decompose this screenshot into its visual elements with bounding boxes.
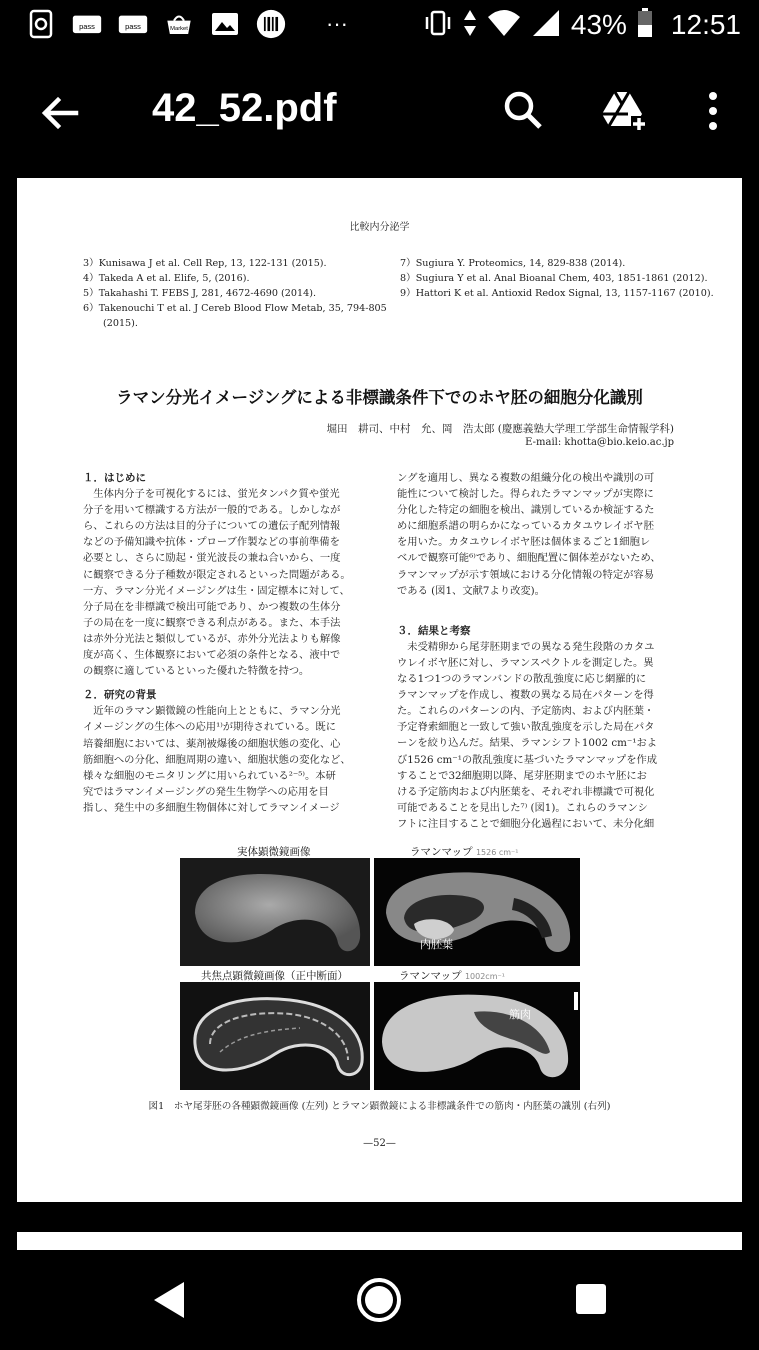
text-line: ける予定筋肉および内胚葉を、それぞれ非標識で可視化 [397,785,655,798]
navigation-bar [0,1250,759,1350]
text-line: 究ではラマンイメージングの発生生物学への応用を目 [83,785,329,798]
text-line: 未受精卵から尾芽胚期までの異なる発生段階のカタユ [397,640,655,653]
authors: 堀田 耕司、中村 允、岡 浩太郎 (慶應義塾大学理工学部生命情報学科) [326,423,674,435]
text-line: 一方、ラマン分光イメージングは生・固定標本に対して、 [83,584,350,597]
text-line: 能性について検討した。得られたラマンマップが実際に [397,488,654,501]
document-title: 42_52.pdf [152,86,337,130]
text-line: 筋細胞への分化、細胞周期の違い、細胞状態の変化など、 [83,753,351,766]
figure-label [410,844,518,859]
text-line: ラマンマップが示す領域における分化情報の特定が容易 [397,568,655,581]
square-recents-icon [574,1282,608,1316]
text-line: は赤外分光法と類似しているが、赤外分光法よりも解像 [83,632,341,645]
data-transfer-icon [463,8,477,42]
text-line: 近年のラマン顕微鏡の性能向上とともに、ラマン分光 [83,705,341,718]
home-circle-icon [355,1276,403,1324]
battery-percentage: 43% [570,9,627,40]
references-left [83,256,387,331]
status-bar [0,0,759,52]
muscle-tag: 筋肉 [509,1008,531,1021]
svg-text:Market: Market [170,25,188,32]
text-line: イメージングの生体への応用¹⁾が期待されている。既に [83,721,337,734]
text-line: に観察できる分子種数が限定されるといった問題がある。 [83,568,351,581]
search-button[interactable] [498,86,548,136]
references-right [400,256,714,301]
vibrate-icon [423,8,453,42]
image-icon [210,10,240,38]
add-to-drive-button[interactable] [598,86,648,136]
text-line: び1526 cm⁻¹の散乱強度に基づいたラマンマップを作成 [397,753,658,766]
clock: 12:51 [670,9,741,40]
text-line: 必要とし、さらに励起・蛍光波長の兼ね合いから、一度 [83,552,341,565]
wifi-icon [487,9,521,41]
reference: 4）Takeda A et al. Elife, 5, (2016). [83,273,250,284]
figure-caption: 図1 ホヤ尾芽胚の各種顕微鏡画像 (左列) とラマン顕微鏡による非標識条件での筋肉・内胚葉の識別 (右列) [148,1101,611,1112]
battery-icon [637,8,653,42]
author-email: E-mail: khotta@bio.keio.ac.jp [525,437,674,448]
text-line: などの予備知識や抗体・プローブ作製などの事前準備を [83,536,340,549]
text-line: ラマンマップを作成し、複数の異なる局在パターンを得 [397,689,654,702]
text-line: 分子を用いて標識する方法が一般的である。しかしなが [83,504,341,517]
text-line: 様々な細胞のモニタリングに用いられている²⁻⁵⁾。本研 [83,769,336,782]
text-line: 培養細胞においては、薬剤被爆後の細胞状態の変化、心 [83,737,341,750]
text-line: た。これらのパターンの内、予定筋肉、および内胚葉・ [397,705,655,718]
raman-map-1526 [374,858,580,966]
reference: 8）Sugiura Y et al. Anal Bioanal Chem, 403, 1851-1861 (2012). [400,273,708,284]
reference: 5）Takahashi T. FEBS J, 281, 4672-4690 (2014). [83,288,317,299]
text-line: 予定脊索細胞と一致して強い散乱強度を示した局在パタ [397,721,655,734]
text-line: である (図1、文献7より改変)。 [397,584,545,597]
text-line: 分子局在を非標識で検出可能であり、かつ複数の生体分 [83,600,341,613]
next-pdf-page[interactable] [17,1232,742,1250]
pass-icon [72,10,102,38]
nav-back-button[interactable] [150,1280,190,1320]
barcode-icon [256,10,286,38]
figure-label-unit: 1526 cm⁻¹ [475,848,519,857]
text-line: めに細胞系譜の明らかになっているカタユウレイボヤ胚 [397,520,654,533]
text-line: 指し、発生中の多細胞生物個体に対してラマンイメージ [83,801,340,814]
text-line: 生体内分子を可視化するには、蛍光タンパク質や蛍光 [83,488,340,501]
text-line: ら、これらの方法は目的分子についての遺伝子配列情報 [83,520,341,533]
text-line: ーンを絞り込んだ。結果、ラマンシフト1002 cm⁻¹およ [397,737,658,750]
more-vert-icon [700,86,726,136]
text-line: フトに注目することで細胞分化過程において、未分化細 [397,817,655,830]
text-line: ウレイボヤ胚に対し、ラマンスペクトルを測定した。異 [397,656,654,669]
app-bar [0,60,759,160]
svg-text:pass: pass [79,22,95,31]
triangle-back-icon [150,1280,190,1320]
running-header: 比較内分泌学 [349,222,410,233]
figure-label: 実体顕微鏡画像 [237,846,311,858]
text-line: の観察に適しているといった優れた特徴を持つ。 [83,665,310,678]
right-column [397,470,687,832]
reference: (2015). [103,318,138,329]
confocal-microscope-image [180,982,370,1090]
text-line: することで32細胞期以降、尾芽胚期までのホヤ胚にお [397,769,647,782]
figure-label: 共焦点顕微鏡画像（正中断面） [201,970,348,982]
arrow-back-icon [36,88,86,138]
figure-label-unit: 1002cm⁻¹ [464,972,505,981]
left-column [83,470,373,816]
pass-icon-2 [118,10,148,38]
figure-label-text: ラマンマップ [399,970,462,982]
svg-text:pass: pass [125,22,141,31]
figure-label-text: ラマンマップ [410,846,473,858]
endoderm-tag: 内胚葉 [420,938,453,951]
text-line: 子の局在を一度に観察できる利点がある。また、本手法 [83,616,341,629]
search-icon [498,86,548,136]
more-notifications-indicator: ··· [326,11,348,36]
article-title: ラマン分光イメージングによる非標識条件下でのホヤ胚の細胞分化識別 [116,388,643,407]
nav-recents-button[interactable] [574,1282,608,1316]
text-line: 可能であることを見出した⁷⁾ (図1)。これらのラマンシ [397,801,648,814]
market-icon [164,10,194,38]
section-heading: １．はじめに [83,472,146,484]
signal-icon [531,8,561,42]
text-line: 度が高く、生体観察において必須の条件となる、液中で [83,649,341,662]
section-heading: ２．研究の背景 [83,689,157,702]
section-heading: ３．結果と考察 [397,624,471,637]
text-line: ングを適用し、異なる複数の組織分化の検出や識別の可 [397,472,655,484]
text-line: なる1つ1つのラマンバンドの散乱強度に応じ網羅的に [397,673,647,686]
page-number: —52— [363,1138,396,1149]
drive-add-icon [598,86,648,136]
reference: 7）Sugiura Y. Proteomics, 14, 829-838 (2014). [400,258,626,269]
reference: 9）Hattori K et al. Antioxid Redox Signal, 13, 1157-1167 (2010). [400,288,714,299]
text-line: ベルで観察可能⁶⁾であり、細胞配置に個体差がないため、 [397,552,661,565]
reference: 3）Kunisawa J et al. Cell Rep, 13, 122-131 (2015). [83,258,327,269]
text-line: を用いた。カタユウレイボヤ胚は個体まるごと1細胞レ [397,536,651,549]
text-line: 分化した特定の細胞を検出、識別しているか検証するた [397,504,655,517]
raman-map-1002 [374,982,580,1090]
stereo-microscope-image [180,858,370,966]
nav-home-button[interactable] [355,1276,403,1324]
app-notification-icon [26,10,56,38]
pdf-page[interactable] [17,178,742,1202]
back-button[interactable] [36,88,86,138]
more-options-button[interactable] [700,86,726,136]
figure-label [399,968,505,983]
reference: 6）Takenouchi T et al. J Cereb Blood Flow Metab, 35, 794-805 [83,303,387,314]
